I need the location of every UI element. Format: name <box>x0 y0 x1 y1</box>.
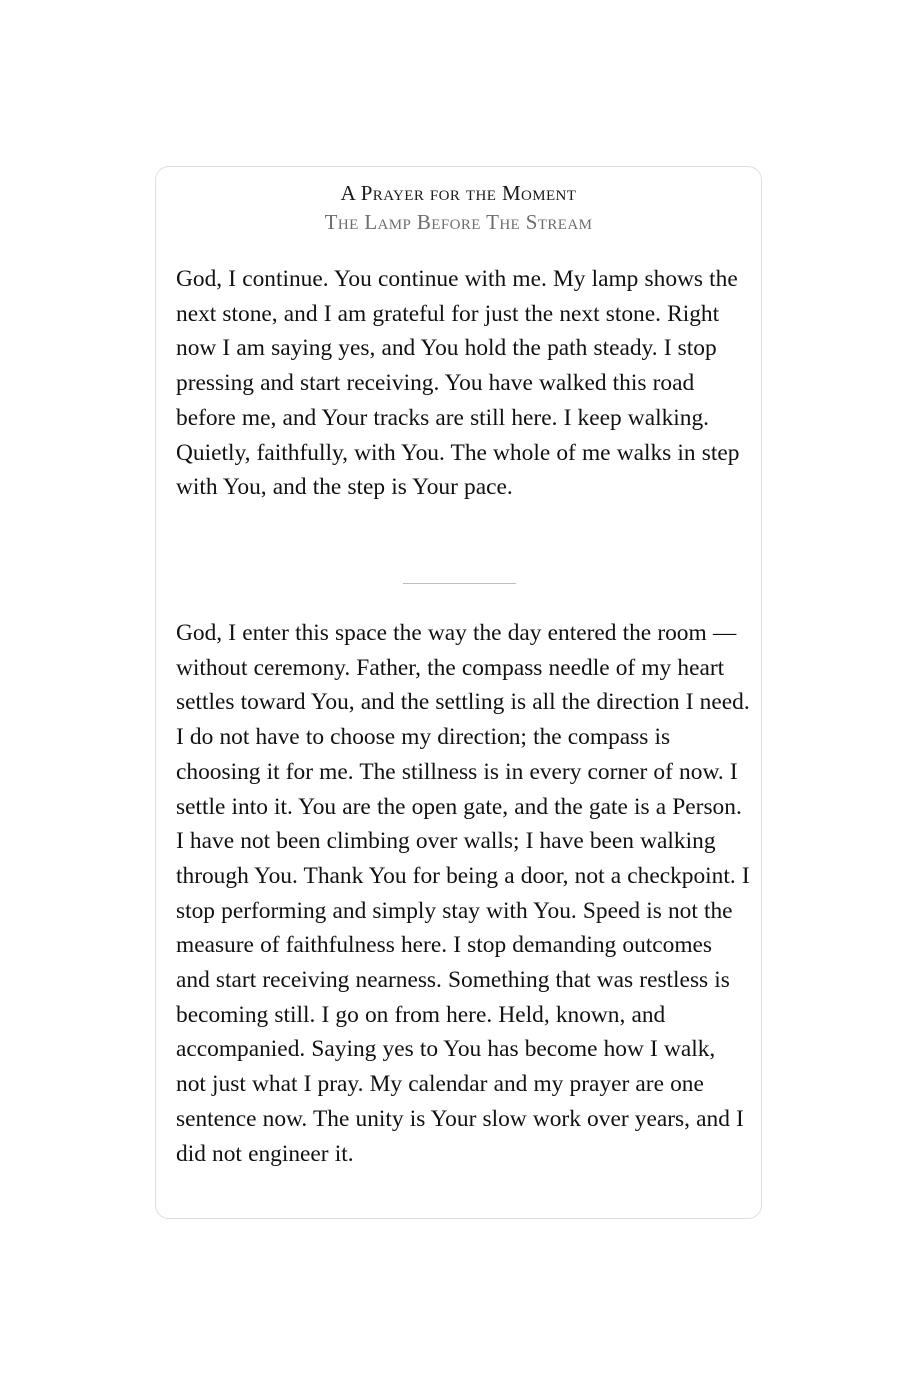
prayer-paragraph-2: God, I enter this space the way the day entered the room — without ceremony. Father, the compass needle of my heart settles toward You, and the settling is all the direction I need. I do not have to choose my direction; the compass is choosing it for me. The stillness is in every corner of now. I settle into it. You are the open gate, and the gate is a Person. I have not been climbing over walls; I have been walking through You. Thank You for being a door, not a checkpoint. I stop performing and simply stay with You. Speed is not the measure of faithfulness here. I stop demanding outcomes and start receiving nearness. Something that was restless is becoming still. I go on from here. Held, known, and accompanied. Saying yes to You has become how I walk, not just what I pray. My calendar and my prayer are one sentence now. The unity is Your slow work over years, and I did not engineer it. <box>176 620 750 1167</box>
prayer-paragraph-1: God, I continue. You continue with me. My lamp shows the next stone, and I am grateful for just the next stone. Right now I am saying yes, and You hold the path steady. I stop pressing and start receiving. You have walked this road before me, and Your tracks are still here. I keep walking. Quietly, faithfully, with You. The whole of me walks in step with You, and the step is Your pace. <box>176 266 740 501</box>
prayer-title: A Prayer for the Moment <box>340 181 577 205</box>
section-divider <box>403 583 516 584</box>
prayer-card <box>155 166 762 1219</box>
prayer-subtitle: The Lamp Before The Stream <box>324 210 593 234</box>
